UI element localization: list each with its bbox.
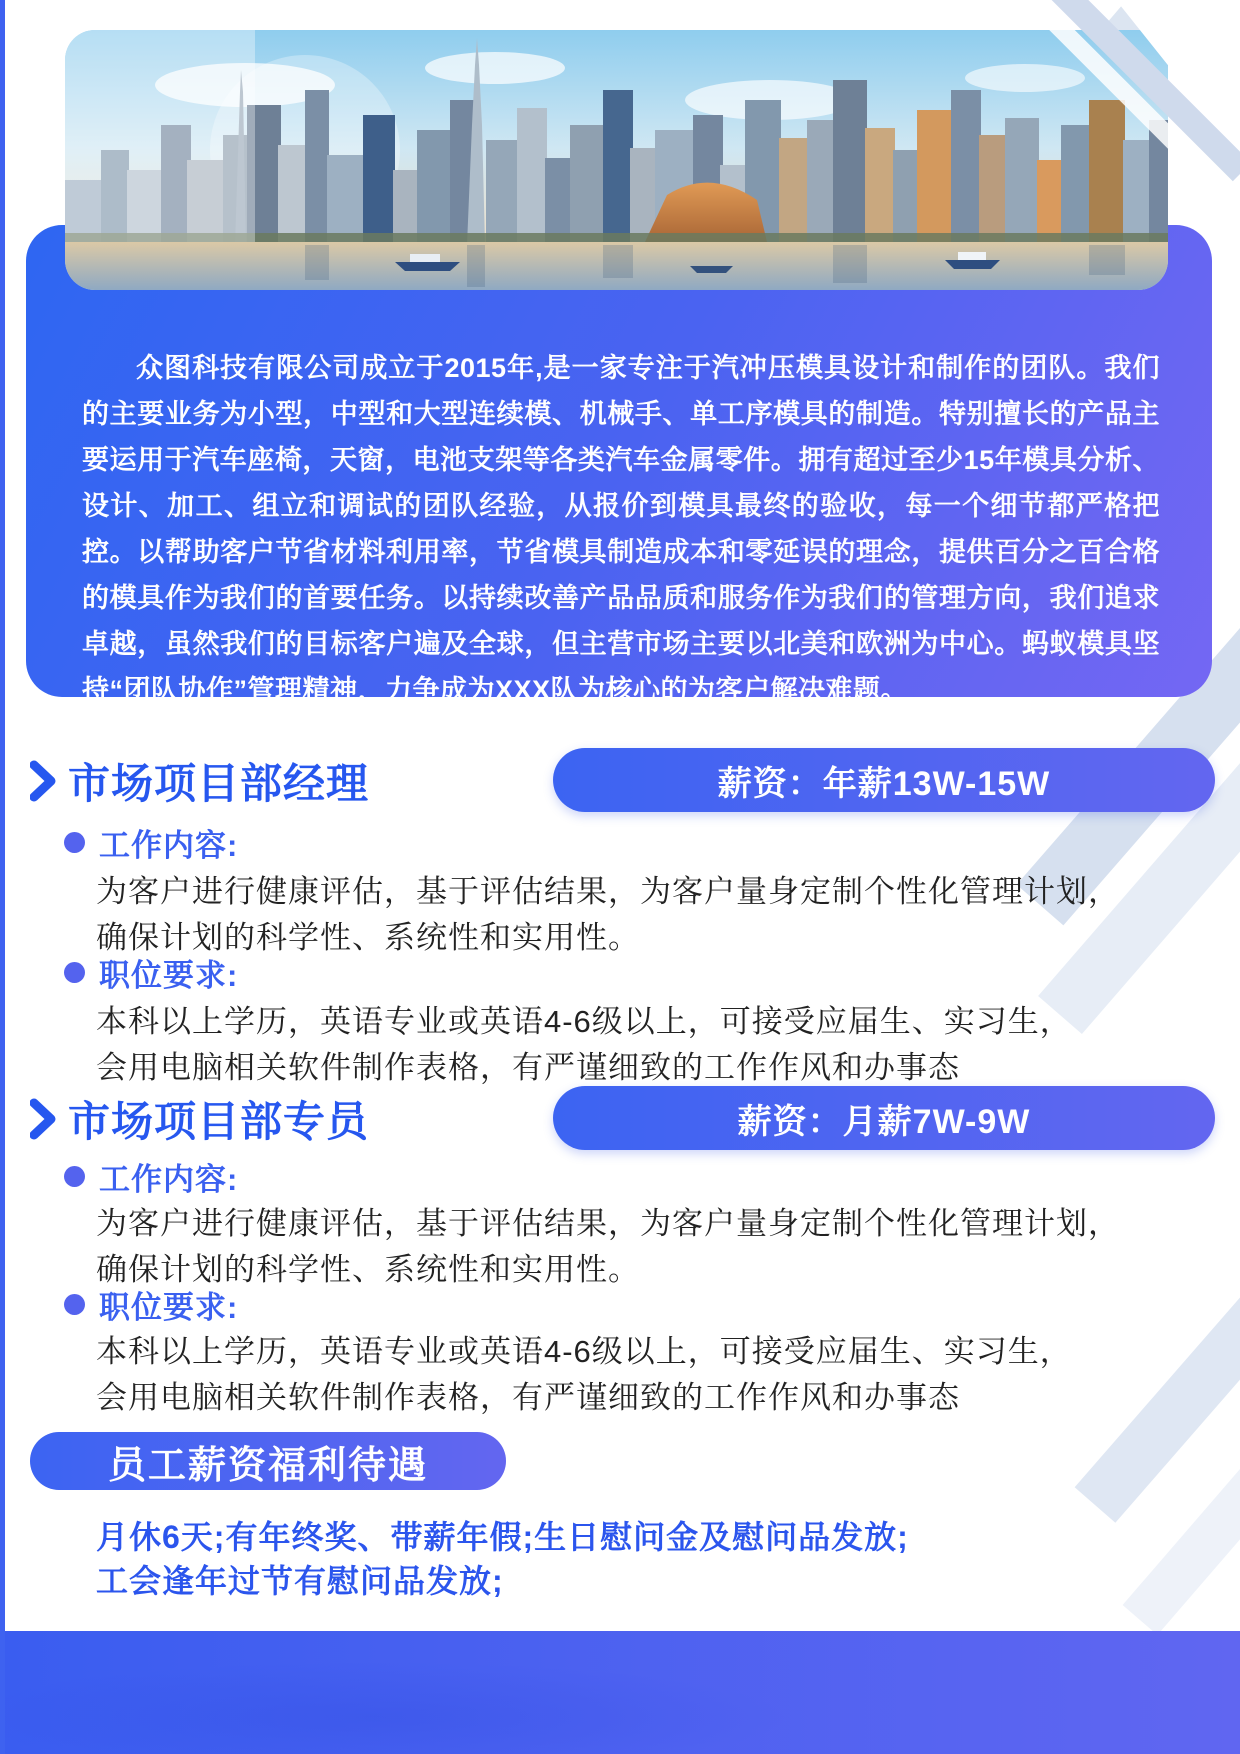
job1-duty-line2: 确保计划的科学性、系统性和实用性。 [96, 920, 640, 955]
job2-req-header [64, 1284, 238, 1324]
benefits-title-badge: 员工薪资福利待遇 [30, 1432, 506, 1490]
left-accent-strip [0, 0, 5, 1754]
skyline-illustration [65, 30, 1168, 290]
job2-title: 市场项目部专员 [68, 1098, 370, 1145]
bullet-dot-icon [64, 1294, 85, 1315]
job1-duty-label: 工作内容: [99, 827, 239, 863]
job2-duty-line2: 确保计划的科学性、系统性和实用性。 [96, 1252, 640, 1287]
chevron-right-icon [30, 1098, 56, 1140]
bullet-dot-icon [64, 962, 85, 983]
benefits-line1: 月休6天;有年终奖、带薪年假;生日慰问金及慰问品发放; [96, 1519, 909, 1555]
job1-req-label: 职位要求: [99, 957, 239, 993]
job2-salary-badge: 薪资：月薪7W-9W [553, 1086, 1215, 1150]
job1-req-line1: 本科以上学历，英语专业或英语4-6级以上，可接受应届生、实习生， [96, 1004, 1072, 1039]
bullet-dot-icon [64, 1166, 85, 1187]
job2-req-line2: 会用电脑相关软件制作表格，有严谨细致的工作作风和办事态 [96, 1380, 960, 1415]
job2-req-line1: 本科以上学历，英语专业或英语4-6级以上，可接受应届生、实习生， [96, 1334, 1072, 1369]
job2-duty-header [64, 1156, 238, 1196]
company-intro-text: 众图科技有限公司成立于2015年,是一家专注于汽冲压模具设计和制作的团队。我们的主要业务为小型，中型和大型连续模、机械手、单工序模具的制造。特别擅长的产品主要运用于汽车座椅，天窗，电池支架等各类汽车金属零件。拥有超过至少15年模具分析、设计、加工、组立和调试的团队经验，从报价到模具最终的验收，每一个细节都严格把控。以帮助客户节省材料利用率，节省模具制造成本和零延误的理念，提供百分之百合格的模具作为我们的首要任务。以持续改善产品品质和服务作为我们的管理方向，我们追求卓越，虽然我们的目标客户遍及全球，但主营市场主要以北美和欧洲为中心。蚂蚁模具坚持“团队协作”管理精神，力争成为XXX队为核心的为客户解决难题。 [82, 353, 1160, 705]
job2-duty-label: 工作内容: [99, 1161, 239, 1197]
job1-duty-line1: 为客户进行健康评估，基于评估结果，为客户量身定制个性化管理计划， [96, 874, 1120, 909]
city-skyline-photo [65, 30, 1168, 290]
job1-title: 市场项目部经理 [68, 760, 370, 807]
job2-title-row [30, 1090, 369, 1148]
job1-duty-header [64, 822, 238, 862]
job2-duty-line1: 为客户进行健康评估，基于评估结果，为客户量身定制个性化管理计划， [96, 1206, 1120, 1241]
footer-bar [0, 1631, 1240, 1754]
job2-req-label: 职位要求: [99, 1289, 239, 1325]
bullet-dot-icon [64, 832, 85, 853]
job1-req-line2: 会用电脑相关软件制作表格，有严谨细致的工作作风和办事态 [96, 1050, 960, 1085]
job1-title-row [30, 752, 369, 810]
job1-salary-badge: 薪资：年薪13W-15W [553, 748, 1215, 812]
benefits-line2: 工会逢年过节有慰问品发放; [96, 1563, 504, 1599]
chevron-right-icon [30, 760, 56, 802]
job1-req-header [64, 952, 238, 992]
